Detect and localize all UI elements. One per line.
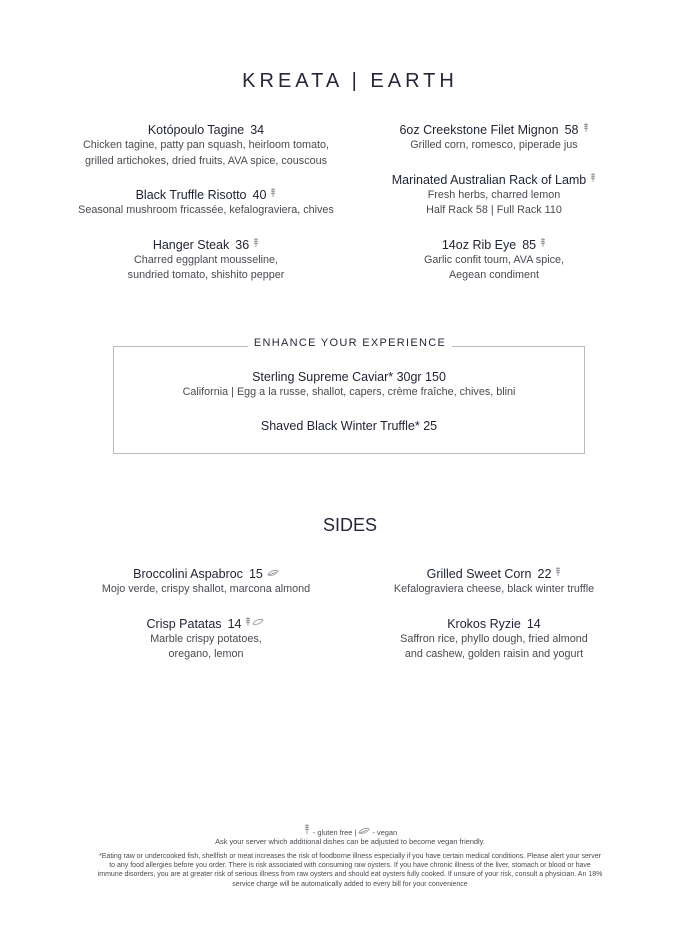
- item-desc: Kefalograviera cheese, black winter truffle: [393, 583, 595, 595]
- item-title-row: [344, 566, 644, 582]
- menu-item: [344, 616, 644, 663]
- legend-separator: |: [354, 828, 357, 837]
- menu-title: KREATA | EARTH: [242, 70, 458, 92]
- item-title-row: [344, 616, 644, 632]
- item-desc: and cashew, golden raisin and yogurt: [404, 648, 584, 660]
- item-desc: sundried tomato, shishito pepper: [127, 269, 285, 281]
- item-price: 40: [252, 188, 267, 202]
- item-desc: Fresh herbs, charred lemon: [427, 188, 561, 201]
- menu-item: [56, 237, 356, 284]
- disclaimer: *Eating raw or undercooked fish, shellfish or meat increases the risk of foodborne illness especially if you have certain medical conditions. Please alert your server to any food allergies before you order. There is risk associated with consuming raw oysters. If you have chronic illness of the liver, stomach or blood or have immune disorders, you are at greater risk of serious illness from raw oysters and should eat oysters fully cooked. If unsure of your risk, consult a physician. An 18% service charge will be automatically added to every bill for your convenience: [97, 853, 603, 888]
- item-title-row: [56, 122, 356, 138]
- item-desc: Aegean condiment: [448, 269, 540, 281]
- mains-left-column: [56, 122, 356, 302]
- item-desc: Seasonal mushroom fricassée, kefalograviera, chives: [78, 204, 334, 216]
- item-title-row: [344, 122, 644, 138]
- menu-item: [344, 566, 644, 598]
- item-desc: oregano, lemon: [168, 648, 244, 660]
- item-desc: California | Egg a la russe, shallot, capers, crème fraîche, chives, blini: [182, 386, 516, 398]
- menu-item: [344, 122, 644, 154]
- gluten-free-label: - gluten free: [312, 828, 353, 837]
- item-name: Hanger Steak: [152, 237, 230, 252]
- item-name: Grilled Sweet Corn: [426, 567, 532, 581]
- enhance-title: ENHANCE YOUR EXPERIENCE: [248, 337, 452, 349]
- item-desc: Half Rack 58 | Full Rack 110: [426, 204, 562, 216]
- wheat-icon: [540, 237, 546, 253]
- wheat-icon: [270, 187, 276, 203]
- item-price: 14: [227, 616, 242, 631]
- item-name: Sterling Supreme Caviar* 30gr 150: [252, 370, 446, 384]
- sides-left-column: [56, 566, 356, 681]
- menu-item: [56, 122, 356, 169]
- enhance-items: [113, 369, 585, 452]
- menu-item: [344, 172, 644, 219]
- item-desc: Mojo verde, crispy shallot, marcona almond: [101, 583, 311, 595]
- item-name: Crisp Patatas: [146, 616, 222, 631]
- item-desc: Marble crispy potatoes,: [150, 632, 262, 645]
- menu-item: [56, 187, 356, 219]
- enhance-item-truffle: [113, 418, 585, 434]
- item-name: Broccolini Aspabroc: [133, 567, 243, 581]
- vegan-label: - vegan: [372, 828, 398, 837]
- enhance-item-caviar: [113, 369, 585, 401]
- leaf-icon: [267, 566, 279, 582]
- leaf-icon: [358, 828, 372, 837]
- sides-title: SIDES: [322, 515, 378, 535]
- item-desc: Garlic confit toum, AVA spice,: [423, 253, 565, 266]
- dietary-legend: [96, 823, 604, 846]
- wheat-icon: [590, 172, 596, 188]
- item-title-row: [56, 237, 356, 253]
- item-desc: grilled artichokes, dried fruits, AVA spice, couscous: [84, 154, 328, 167]
- mains-right-column: [344, 122, 644, 302]
- menu-item: [56, 616, 356, 663]
- item-name: Shaved Black Winter Truffle* 25: [260, 418, 438, 433]
- item-price: 85: [522, 237, 537, 252]
- item-name: 14oz Rib Eye: [441, 237, 517, 252]
- wheat-leaf-icon: [245, 616, 265, 632]
- vegan-note: Ask your server which additional dishes can be adjusted to become vegan friendly.: [215, 837, 485, 846]
- wheat-icon: [583, 122, 589, 138]
- item-price: 22: [537, 567, 552, 581]
- item-price: 34: [250, 123, 265, 137]
- item-title-row: [344, 237, 644, 253]
- item-desc: Charred eggplant mousseline,: [133, 253, 279, 266]
- item-name: Kotópoulo Tagine: [147, 123, 245, 137]
- item-desc: Chicken tagine, patty pan squash, heirloom tomato,: [82, 139, 330, 151]
- item-name: Black Truffle Risotto: [135, 188, 247, 202]
- sides-right-column: [344, 566, 644, 681]
- item-name: 6oz Creekstone Filet Mignon: [399, 123, 559, 137]
- item-title-row: [56, 187, 356, 203]
- wheat-icon: [253, 237, 259, 253]
- item-desc: Saffron rice, phyllo dough, fried almond: [400, 632, 588, 645]
- menu-item: [344, 237, 644, 284]
- menu-item: [56, 566, 356, 598]
- item-price: 15: [248, 567, 263, 581]
- wheat-icon: [555, 566, 561, 582]
- item-price: 14: [526, 616, 541, 631]
- item-price: 58: [564, 123, 579, 137]
- item-price: 36: [235, 237, 250, 252]
- item-title-row: [344, 172, 644, 188]
- item-desc: Grilled corn, romesco, piperade jus: [410, 139, 578, 151]
- item-title-row: [56, 566, 356, 582]
- wheat-icon: [303, 828, 313, 837]
- item-title-row: [56, 616, 356, 632]
- item-name: Krokos Ryzie: [447, 616, 521, 631]
- item-name: Marinated Australian Rack of Lamb: [391, 172, 587, 187]
